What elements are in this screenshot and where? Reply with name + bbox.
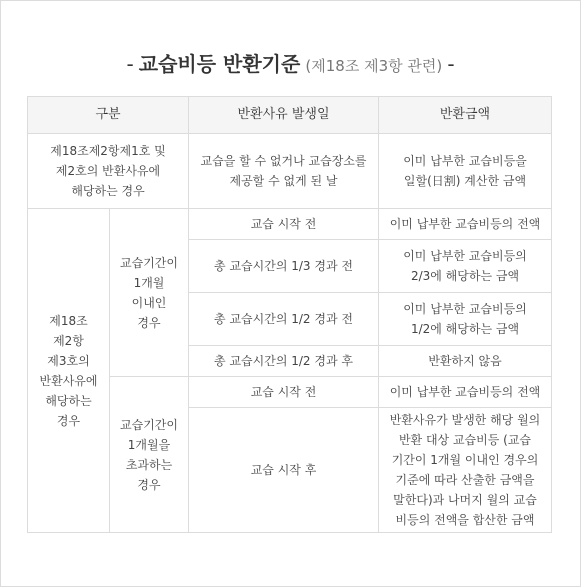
cell-line: 경우: [137, 477, 161, 492]
cell-line: 1/2에 해당하는 금액: [410, 322, 520, 336]
cell-line: 교습기간이: [120, 417, 178, 432]
cell-line: 해당하는 경우: [71, 184, 145, 198]
group-category-cell: [28, 209, 110, 533]
refund-criteria-table: [27, 96, 552, 533]
cell-line: 말한다)과 나머지 월의 교습: [393, 493, 537, 507]
cell-line: 1개월: [133, 275, 165, 290]
title-main: 교습비등 반환기준: [138, 52, 301, 76]
table-row: [28, 209, 552, 240]
cell-line: 제2항: [53, 333, 84, 348]
header-reason-date: 반환사유 발생일: [189, 97, 379, 134]
amount-cell: [379, 293, 552, 346]
amount-cell: [379, 240, 552, 293]
cell-line: 초과하는: [125, 457, 173, 472]
reason-cell: 총 교습시간의 1/2 경과 전: [189, 293, 379, 346]
title-subtitle: (제18조 제3항 관련): [305, 57, 443, 75]
reason-cell: 교습 시작 후: [189, 408, 379, 533]
title-dash-right: -: [447, 52, 455, 76]
cell-line: 제3호의: [47, 353, 90, 368]
sub2-label-cell: [110, 377, 189, 533]
header-category: 구분: [28, 97, 189, 134]
table-header-row: [28, 97, 552, 134]
cell-line: 교습을 할 수 없거나 교습장소를: [200, 154, 367, 168]
title-dash-left: -: [126, 52, 134, 76]
amount-cell: [379, 408, 552, 533]
cell-line: 이미 납부한 교습비등의: [403, 249, 527, 263]
header-refund-amount: 반환금액: [379, 97, 552, 134]
cell-line: 일할(日割) 계산한 금액: [403, 174, 527, 188]
cell-line: 기준에 따라 산출한 금액을: [395, 473, 535, 487]
amount-cell: 반환하지 않음: [379, 346, 552, 377]
reason-cell: 교습 시작 전: [189, 377, 379, 408]
cell-line: 2/3에 해당하는 금액: [410, 269, 520, 283]
cell-line: 제18조제2항제1호 및: [50, 144, 166, 158]
cell-line: 교습기간이: [120, 255, 178, 270]
page-title: [0, 48, 581, 77]
row1-reason-cell: [189, 134, 379, 209]
cell-line: 반환 대상 교습비등 (교습: [398, 433, 532, 447]
cell-line: 제공할 수 없게 된 날: [229, 174, 338, 188]
cell-line: 이내인: [131, 295, 167, 310]
cell-line: 1개월을: [127, 437, 171, 452]
cell-line: 이미 납부한 교습비등을: [403, 154, 527, 168]
cell-line: 경우: [56, 413, 81, 428]
cell-line: 반환사유에: [39, 373, 98, 388]
cell-line: 반환사유가 발생한 해당 월의: [389, 413, 541, 427]
reason-cell: 교습 시작 전: [189, 209, 379, 240]
table-row: [28, 134, 552, 209]
amount-cell: 이미 납부한 교습비등의 전액: [379, 377, 552, 408]
cell-line: 제2호의 반환사유에: [55, 164, 161, 178]
row1-category-cell: [28, 134, 189, 209]
sub1-label-cell: [110, 209, 189, 377]
cell-line: 기간이 1개월 이내인 경우의: [391, 453, 539, 467]
reason-cell: 총 교습시간의 1/2 경과 후: [189, 346, 379, 377]
cell-line: 경우: [137, 315, 161, 330]
reason-cell: 총 교습시간의 1/3 경과 전: [189, 240, 379, 293]
cell-line: 해당하는: [45, 393, 92, 408]
amount-cell: 이미 납부한 교습비등의 전액: [379, 209, 552, 240]
cell-line: 비등의 전액을 합산한 금액: [395, 513, 535, 527]
row1-amount-cell: [379, 134, 552, 209]
cell-line: 제18조: [49, 313, 88, 328]
cell-line: 이미 납부한 교습비등의: [403, 302, 527, 316]
